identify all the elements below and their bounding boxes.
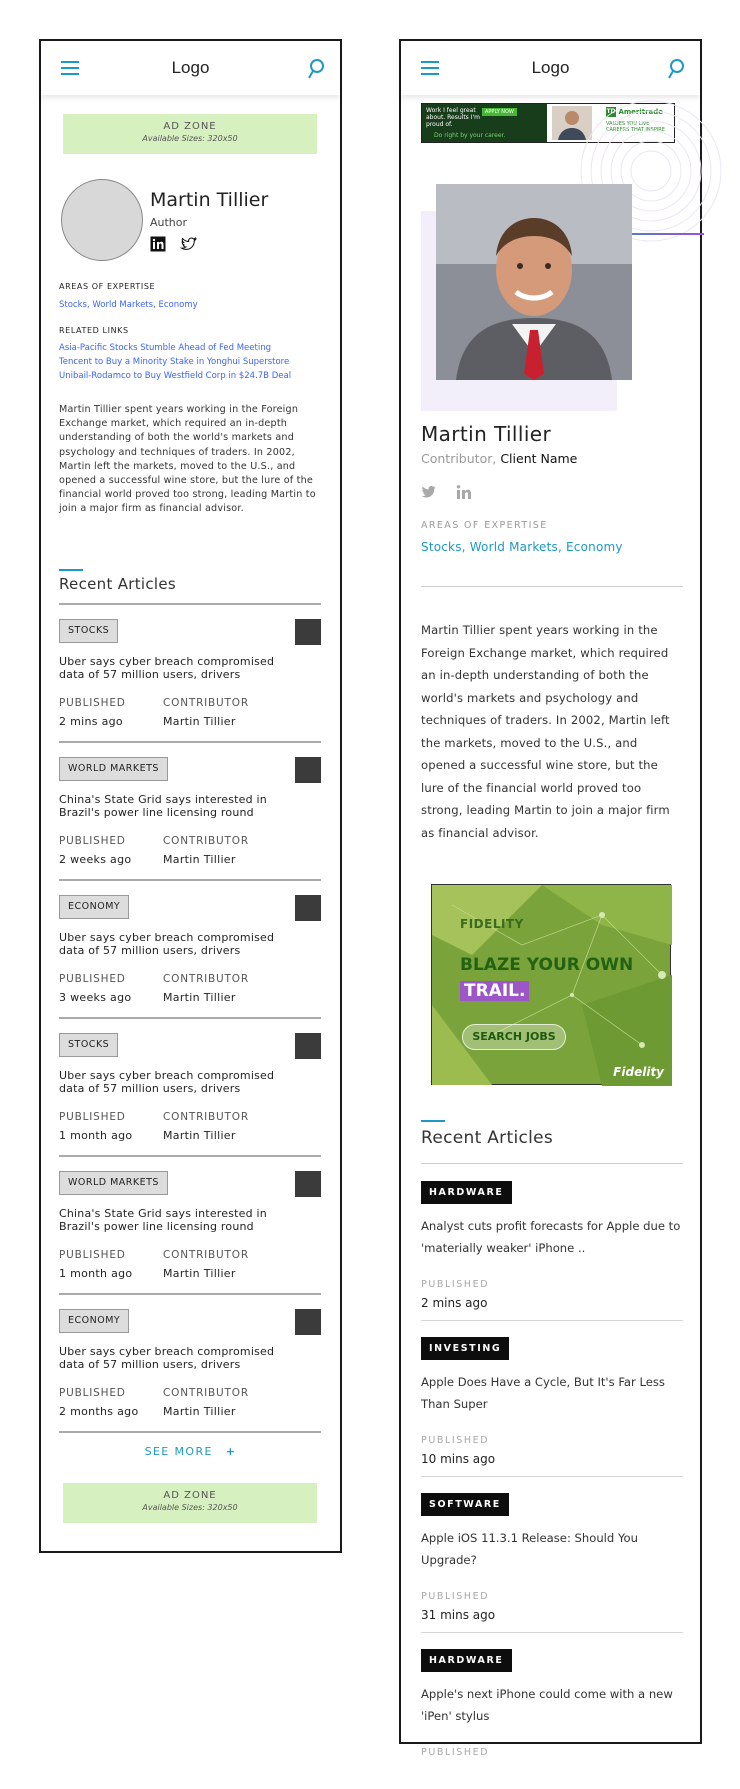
social-links bbox=[150, 233, 207, 251]
published-label: PUBLISHED bbox=[421, 1591, 490, 1602]
contributor-value[interactable]: Martin Tillier bbox=[163, 1129, 236, 1142]
related-links-label: RELATED LINKS bbox=[59, 326, 129, 335]
article-thumbnail[interactable] bbox=[295, 895, 321, 921]
related-links bbox=[59, 341, 291, 383]
brand-tagline: VALUES YOU LIVE CAREERS THAT INSPIRE bbox=[606, 121, 665, 133]
published-value: 10 mins ago bbox=[421, 1452, 496, 1466]
published-value: 31 mins ago bbox=[421, 1608, 496, 1622]
article-title[interactable]: Analyst cuts profit forecasts for Apple due to 'materially weaker' iPhone .. bbox=[421, 1219, 681, 1255]
article-title[interactable]: Uber says cyber breach compromised data of 57 million users, drivers bbox=[59, 1069, 275, 1095]
category-tag[interactable]: WORLD MARKETS bbox=[59, 1171, 168, 1195]
category-tag[interactable]: HARDWARE bbox=[421, 1181, 512, 1204]
client-name[interactable]: Client Name bbox=[500, 451, 578, 466]
article-title[interactable]: China's State Grid says interested in Brazil's power line licensing round bbox=[59, 793, 267, 819]
search-icon[interactable] bbox=[306, 58, 326, 80]
category-tag[interactable]: ECONOMY bbox=[59, 1309, 129, 1333]
expertise-label: AREAS OF EXPERTISE bbox=[59, 282, 156, 291]
article-thumbnail[interactable] bbox=[295, 619, 321, 645]
linkedin-icon[interactable] bbox=[150, 236, 166, 252]
published-label: PUBLISHED bbox=[59, 973, 126, 985]
fidelity-ad[interactable] bbox=[431, 884, 671, 1085]
author-role: Author bbox=[150, 216, 188, 229]
header bbox=[41, 41, 340, 95]
category-tag[interactable]: WORLD MARKETS bbox=[59, 757, 168, 781]
role-text: Contributor, bbox=[421, 451, 497, 466]
article-card[interactable] bbox=[59, 1019, 321, 1157]
ad-zone-sizes: Available Sizes: 320x50 bbox=[142, 1503, 238, 1512]
article-card[interactable] bbox=[59, 1295, 321, 1433]
section-accent bbox=[59, 569, 83, 571]
section-accent bbox=[421, 1120, 445, 1122]
ad-zone-title: AD ZONE bbox=[163, 121, 217, 132]
published-value: 2 weeks ago bbox=[59, 853, 132, 866]
contributor-value[interactable]: Martin Tillier bbox=[163, 1405, 236, 1418]
banner-headline: Work I feel great about. Results I'm proud of. bbox=[426, 107, 480, 128]
article-card[interactable] bbox=[59, 881, 321, 1019]
article-title[interactable]: Apple iOS 11.3.1 Release: Should You Upgrade? bbox=[421, 1531, 638, 1567]
category-tag[interactable]: INVESTING bbox=[421, 1337, 509, 1360]
article-title[interactable]: Uber says cyber breach compromised data of 57 million users, drivers bbox=[59, 655, 275, 681]
logo[interactable]: Logo bbox=[531, 58, 570, 77]
fidelity-logo: Fidelity bbox=[613, 1065, 664, 1079]
article-thumbnail[interactable] bbox=[295, 1171, 321, 1197]
twitter-icon[interactable] bbox=[421, 485, 437, 499]
contributor-label: CONTRIBUTOR bbox=[163, 835, 249, 847]
published-label: PUBLISHED bbox=[59, 835, 126, 847]
published-value: 2 mins ago bbox=[59, 715, 123, 728]
published-label: PUBLISHED bbox=[59, 697, 126, 709]
article-card[interactable] bbox=[59, 1157, 321, 1295]
category-tag[interactable]: STOCKS bbox=[59, 619, 118, 643]
published-label: PUBLISHED bbox=[421, 1279, 490, 1290]
see-more-button[interactable] bbox=[41, 1445, 340, 1458]
published-value: 1 month ago bbox=[59, 1129, 133, 1142]
contributor-value[interactable]: Martin Tillier bbox=[163, 853, 236, 866]
article-title[interactable]: Apple Does Have a Cycle, But It's Far Less Than Super bbox=[421, 1375, 665, 1411]
related-link[interactable]: Tencent to Buy a Minority Stake in Yonghui Superstore bbox=[59, 357, 290, 367]
logo[interactable]: Logo bbox=[171, 58, 210, 77]
wireframe-phone bbox=[39, 39, 342, 1553]
article-title[interactable]: Uber says cyber breach compromised data of 57 million users, drivers bbox=[59, 931, 275, 957]
author-name: Martin Tillier bbox=[150, 189, 269, 211]
contributor-label: CONTRIBUTOR bbox=[163, 1249, 249, 1261]
apply-now-button[interactable]: APPLY NOW bbox=[482, 108, 517, 116]
category-tag[interactable]: SOFTWARE bbox=[421, 1493, 509, 1516]
search-icon[interactable] bbox=[666, 58, 686, 80]
published-label: PUBLISHED bbox=[421, 1435, 490, 1446]
fidelity-brand: FIDELITY bbox=[460, 917, 524, 931]
contributor-value[interactable]: Martin Tillier bbox=[163, 715, 236, 728]
published-value: 2 months ago bbox=[59, 1405, 139, 1418]
article-title[interactable]: China's State Grid says interested in Brazil's power line licensing round bbox=[59, 1207, 267, 1233]
published-value: 3 weeks ago bbox=[59, 991, 132, 1004]
social-links bbox=[421, 481, 486, 500]
twitter-icon[interactable] bbox=[181, 237, 197, 251]
author-photo bbox=[436, 184, 632, 380]
header bbox=[401, 41, 700, 95]
published-label: PUBLISHED bbox=[59, 1249, 126, 1261]
plus-icon: + bbox=[225, 1445, 237, 1458]
article-thumbnail[interactable] bbox=[295, 757, 321, 783]
article-thumbnail[interactable] bbox=[295, 1033, 321, 1059]
category-tag[interactable]: STOCKS bbox=[59, 1033, 118, 1057]
ad-zone-title: AD ZONE bbox=[163, 1490, 217, 1501]
brand-name: Ameritrade bbox=[618, 108, 664, 116]
article-title[interactable]: Apple's next iPhone could come with a new 'iPen' stylus bbox=[421, 1687, 673, 1723]
contributor-label: CONTRIBUTOR bbox=[163, 973, 249, 985]
banner-subline: Do right by your career. bbox=[434, 132, 506, 139]
design-phone bbox=[399, 39, 702, 1758]
ad-zone-sizes: Available Sizes: 320x50 bbox=[142, 134, 238, 143]
ad-zone-bottom[interactable] bbox=[63, 1483, 317, 1523]
contributor-label: CONTRIBUTOR bbox=[163, 697, 249, 709]
ad-headline-1: BLAZE YOUR OWN bbox=[460, 955, 634, 975]
author-name: Martin Tillier bbox=[421, 422, 552, 446]
article-card[interactable] bbox=[421, 1321, 683, 1477]
author-role bbox=[421, 451, 577, 466]
article-card[interactable] bbox=[59, 743, 321, 881]
divider bbox=[421, 1163, 683, 1164]
contributor-value[interactable]: Martin Tillier bbox=[163, 1267, 236, 1280]
article-card[interactable] bbox=[421, 1633, 683, 1789]
category-tag[interactable]: ECONOMY bbox=[59, 895, 129, 919]
contributor-label: CONTRIBUTOR bbox=[163, 1111, 249, 1123]
published-label: PUBLISHED bbox=[421, 1747, 490, 1758]
see-more-label: SEE MORE bbox=[144, 1445, 213, 1458]
published-value: 1 month ago bbox=[59, 1267, 133, 1280]
published-label: PUBLISHED bbox=[59, 1111, 126, 1123]
author-bio: Martin Tillier spent years working in the Foreign Exchange market, which required an in-depth understanding of both the world's markets and psychology and techniques of traders. In 2002, Martin left the markets, moved to the U.S., and opened a successful wine store, but the lure of the financial world proved too strong, leading Martin to join a major firm as financial advisor. bbox=[421, 623, 670, 840]
divider bbox=[421, 586, 683, 587]
category-tag[interactable]: HARDWARE bbox=[421, 1649, 512, 1672]
td-mark: TD bbox=[606, 108, 616, 115]
contributor-label: CONTRIBUTOR bbox=[163, 1387, 249, 1399]
contributor-value[interactable]: Martin Tillier bbox=[163, 991, 236, 1004]
recent-articles-title: Recent Articles bbox=[59, 575, 177, 593]
related-link[interactable]: Asia-Pacific Stocks Stumble Ahead of Fed Meeting bbox=[59, 343, 271, 353]
search-jobs-button[interactable]: SEARCH JOBS bbox=[462, 1024, 566, 1050]
article-title[interactable]: Uber says cyber breach compromised data of 57 million users, drivers bbox=[59, 1345, 275, 1371]
ad-zone-top[interactable] bbox=[63, 114, 317, 154]
published-label: PUBLISHED bbox=[59, 1387, 126, 1399]
article-card[interactable] bbox=[421, 1165, 683, 1321]
expertise-links[interactable]: Stocks, World Markets, Economy bbox=[421, 540, 623, 554]
expertise-label: AREAS OF EXPERTISE bbox=[421, 520, 548, 531]
ad-headline-2: TRAIL. bbox=[460, 981, 529, 1001]
avatar bbox=[61, 179, 143, 261]
linkedin-icon[interactable] bbox=[456, 484, 472, 500]
article-card[interactable] bbox=[421, 1477, 683, 1633]
recent-articles-title: Recent Articles bbox=[421, 1128, 554, 1148]
expertise-links[interactable]: Stocks, World Markets, Economy bbox=[59, 300, 198, 310]
author-bio: Martin Tillier spent years working in the Foreign Exchange market, which required an in-depth understanding of both the world's markets and psychology and techniques of traders. In 2002, Martin left the markets, moved to the U.S., and opened a successful wine store, but the lure of the financial world proved too strong, leading Martin to join a major firm as financial advisor. bbox=[59, 404, 316, 515]
published-value: 2 mins ago bbox=[421, 1296, 488, 1310]
article-card[interactable] bbox=[59, 605, 321, 743]
related-link[interactable]: Unibail-Rodamco to Buy Westfield Corp in $24.7B Deal bbox=[59, 371, 292, 381]
article-thumbnail[interactable] bbox=[295, 1309, 321, 1335]
